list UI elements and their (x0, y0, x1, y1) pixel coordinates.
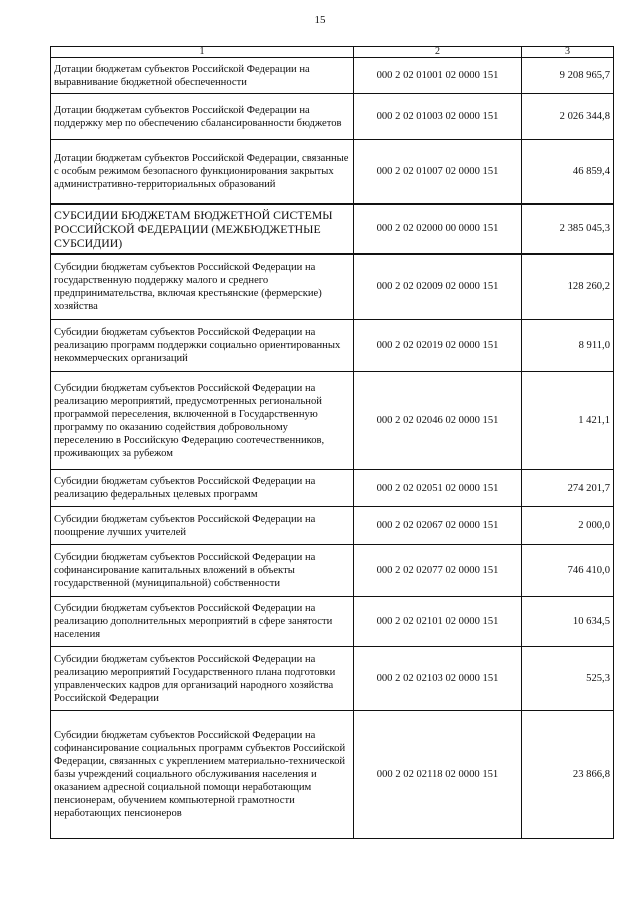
row-amount: 2 000,0 (522, 507, 614, 545)
column-header-amount: 3 (522, 47, 614, 58)
row-amount: 23 866,8 (522, 711, 614, 839)
row-name: Субсидии бюджетам субъектов Российской Федерации на реализацию мероприятий Государственного плана подготовки управленческих кадров для организаций народного хозяйства Российской Федерации (51, 647, 354, 711)
row-amount: 2 026 344,8 (522, 94, 614, 140)
table-row (51, 372, 614, 470)
row-name: Субсидии бюджетам субъектов Российской Федерации на реализацию федеральных целевых программ (51, 470, 354, 507)
row-name: Субсидии бюджетам субъектов Российской Федерации на реализацию мероприятий, предусмотренных региональной программой переселения, включенной в Государственную программу по оказанию содействия добровольному переселению в Российскую Федерацию соотечественников, проживающих за рубежом (51, 372, 354, 470)
row-code: 000 2 02 02000 00 0000 151 (354, 204, 522, 254)
table-row (51, 58, 614, 94)
row-code: 000 2 02 02118 02 0000 151 (354, 711, 522, 839)
row-amount: 10 634,5 (522, 597, 614, 647)
row-name: Субсидии бюджетам субъектов Российской Федерации на реализацию программ поддержки социально ориентированных некоммерческих организаций (51, 320, 354, 372)
row-name: Дотации бюджетам субъектов Российской Федерации на выравнивание бюджетной обеспеченности (51, 58, 354, 94)
page-number: 15 (314, 14, 326, 26)
table-row (51, 94, 614, 140)
row-amount: 1 421,1 (522, 372, 614, 470)
budget-table (50, 46, 614, 839)
row-amount: 274 201,7 (522, 470, 614, 507)
row-name: Субсидии бюджетам субъектов Российской Федерации на государственную поддержку малого и среднего предпринимательства, включая крестьянские (фермерские) хозяйства (51, 254, 354, 320)
row-code: 000 2 02 01007 02 0000 151 (354, 140, 522, 204)
table-row (51, 711, 614, 839)
row-amount: 746 410,0 (522, 545, 614, 597)
row-amount: 8 911,0 (522, 320, 614, 372)
table-row (51, 204, 614, 254)
table-row (51, 507, 614, 545)
row-code: 000 2 02 01003 02 0000 151 (354, 94, 522, 140)
table-row (51, 254, 614, 320)
table-header-row (51, 47, 614, 58)
row-name: Субсидии бюджетам субъектов Российской Федерации на софинансирование социальных программ субъектов Российской Федерации, связанных с укреплением материально-технической базы учреждений социального обслуживания населения и оказанием адресной социальной помощи неработающим пенсионерам, обучением компьютерной грамотности неработающих пенсионеров (51, 711, 354, 839)
row-name: СУБСИДИИ БЮДЖЕТАМ БЮДЖЕТНОЙ СИСТЕМЫ РОССИЙСКОЙ ФЕДЕРАЦИИ (МЕЖБЮДЖЕТНЫЕ СУБСИДИИ) (51, 204, 354, 254)
row-name: Субсидии бюджетам субъектов Российской Федерации на реализацию дополнительных мероприятий в сфере занятости населения (51, 597, 354, 647)
row-amount: 46 859,4 (522, 140, 614, 204)
row-name: Дотации бюджетам субъектов Российской Федерации на поддержку мер по обеспечению сбалансированности бюджетов (51, 94, 354, 140)
column-header-code: 2 (354, 47, 522, 58)
row-code: 000 2 02 02103 02 0000 151 (354, 647, 522, 711)
row-code: 000 2 02 02009 02 0000 151 (354, 254, 522, 320)
row-amount: 525,3 (522, 647, 614, 711)
row-name: Субсидии бюджетам субъектов Российской Федерации на поощрение лучших учителей (51, 507, 354, 545)
table-row (51, 470, 614, 507)
table-row (51, 647, 614, 711)
row-code: 000 2 02 02046 02 0000 151 (354, 372, 522, 470)
row-code: 000 2 02 01001 02 0000 151 (354, 58, 522, 94)
row-code: 000 2 02 02019 02 0000 151 (354, 320, 522, 372)
table-row (51, 140, 614, 204)
row-code: 000 2 02 02067 02 0000 151 (354, 507, 522, 545)
column-header-name: 1 (51, 47, 354, 58)
row-amount: 9 208 965,7 (522, 58, 614, 94)
row-name: Субсидии бюджетам субъектов Российской Федерации на софинансирование капитальных вложений в объекты государственной (муниципальной) собственности (51, 545, 354, 597)
row-code: 000 2 02 02077 02 0000 151 (354, 545, 522, 597)
table-row (51, 320, 614, 372)
row-amount: 2 385 045,3 (522, 204, 614, 254)
row-code: 000 2 02 02051 02 0000 151 (354, 470, 522, 507)
table-row (51, 597, 614, 647)
table-row (51, 545, 614, 597)
row-name: Дотации бюджетам субъектов Российской Федерации, связанные с особым режимом безопасного функционирования закрытых административно-территориальных образований (51, 140, 354, 204)
row-code: 000 2 02 02101 02 0000 151 (354, 597, 522, 647)
row-amount: 128 260,2 (522, 254, 614, 320)
